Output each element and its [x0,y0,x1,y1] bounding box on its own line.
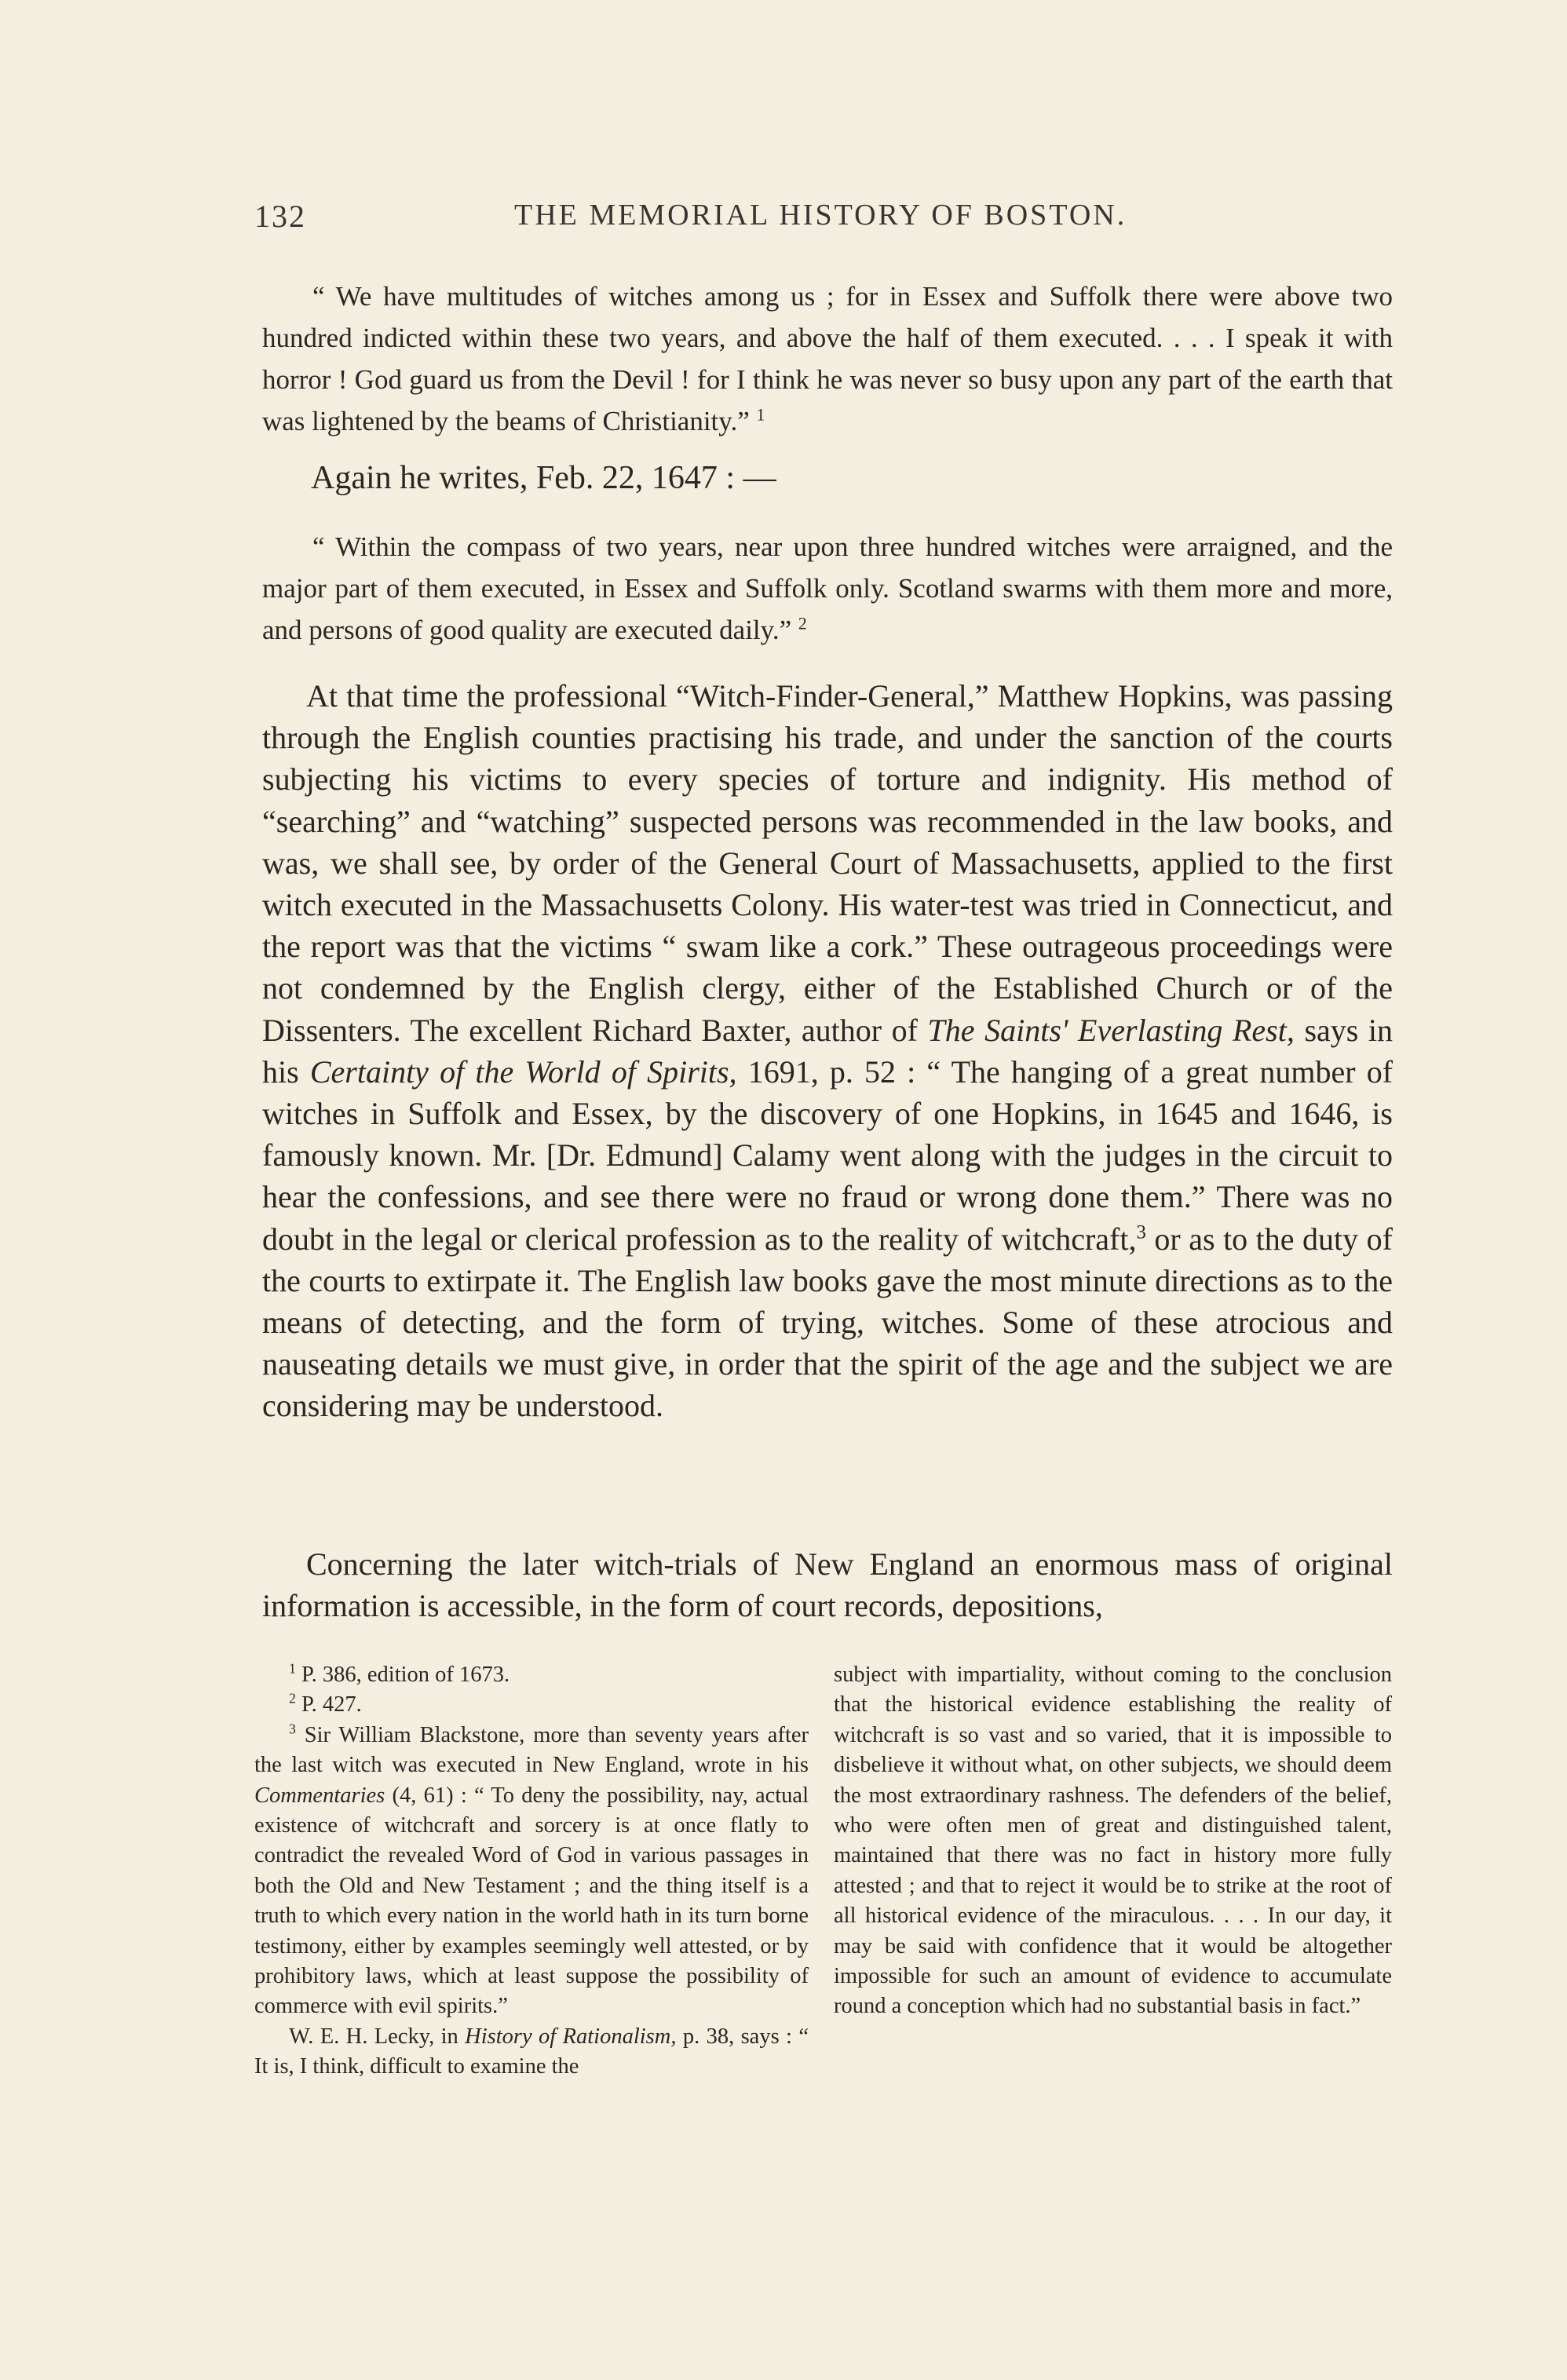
book-title: Commentaries [254,1783,385,1808]
page-number: 132 [254,199,306,234]
quote-block-2 [262,526,1393,651]
paragraph: Concerning the later witch-trials of New England an enormous mass of original information is accessible, in the form of court records, depositions, [262,1546,1393,1623]
body-paragraph-1 [262,675,1393,1427]
footnote-text: (4, 61) : “ To deny the possibility, nay, actual existence of witchcraft and sorcery is at once flatly to contradict the revealed Word of God in various passages in both the Old and New Testament ; and the thing itself is a truth to which every nation in the world hath in its turn borne testimony, either by examples seemingly well attested, or by prohibitory laws, which at least suppose the possibility of commerce with evil spirits.” [254,1783,809,2019]
quote-text: “ Within the compass of two years, near upon three hundred witches were arraigned, and the major part of them executed, in Essex and Suffolk only. Scotland swarms with them more and more, and persons of good quality are executed daily.” [262,531,1393,645]
quote-paragraph [262,276,1393,442]
footnote-text: P. 386, edition of 1673. [301,1663,510,1687]
footnote-text: Sir William Blackstone, more than seventy years after the last witch was executed in New England, wrote in his [254,1722,809,1778]
footnote-3 [254,1721,809,2022]
footnote-mark: 3 [289,1721,296,1737]
running-title: THE MEMORIAL HISTORY OF BOSTON. [514,199,1127,232]
footnote-1 [254,1660,809,1690]
quote-paragraph [262,526,1393,651]
footnote-ref: 2 [798,614,807,633]
footnote-text: P. 427. [301,1692,362,1717]
body-paragraph-2 [262,1543,1393,1626]
footnote-mark: 1 [289,1660,296,1677]
text-run: or as to the duty of the courts to extirpate it. The English law books gave the most minute directions as to the means of detecting, and the form of trying, witches. Some of these atrocious and nauseating details we must give, in order that the spirit of the age and the subject we are considering may be understood. [262,1221,1393,1424]
footnotes-left-column [254,1660,809,2082]
book-title: Certainty of the World of Spirits, [309,1053,737,1090]
book-title: History of Rationalism, [465,2024,677,2049]
footnotes-right-column [834,1660,1392,2022]
footnote-2 [254,1690,809,1720]
footnote-ref: 3 [1136,1221,1146,1243]
quote-block-1 [262,276,1393,442]
text-run: At that time the professional “Witch-Finder-General,” Matthew Hopkins, was passing through the English counties practising his trade, and under the sanction of the courts subjecting his victims to every species of torture and indignity. His method of “searching” and “watching” suspected persons was recommended in the law books, and was, we shall see, by order of the General Court of Massachusetts, applied to the first witch executed in the Massachusetts Colony. His water-test was tried in Connecticut, and the report was that the victims “ swam like a cork.” These outrageous proceedings were not condemned by the English clergy, either of the Established Church or of the Dissenters. The excellent Richard Baxter, author of [262,678,1393,1048]
footnote-3-continuation: subject with impartiality, without coming to the conclusion that the historical evidence establishing the reality of witchcraft is so vast and so varied, that it is impossible to disbelieve it without what, on other subjects, we should deem the most extraordinary rashness. The defenders of the belief, who were often men of great and distinguished talent, maintained that there was no fact in history more fully attested ; and that to reject it would be to strike at the root of all historical evidence of the miraculous. . . . In our day, it may be said with confidence that it would be altogether impossible for such an amount of evidence to accumulate round a conception which had no substantial basis in fact.” [834,1663,1392,2019]
footnote-ref: 1 [756,405,765,425]
footnote-text: p. 38, says : “ It is, I think, difficult to examine the [254,2024,809,2079]
paragraph [262,675,1393,1427]
text-run: 1691, p. 52 : “ The hanging of a great number of witches in Suffolk and Essex, by the discovery of one Hopkins, in 1645 and 1646, is famously known. Mr. [Dr. Edmund] Calamy went along with the judges in the circuit to hear the confessions, and see there were no fraud or wrong done them.” There was no doubt in the legal or clerical profession as to the reality of witchcraft, [262,1053,1393,1257]
footnote-mark: 2 [289,1690,296,1707]
quote-text: “ We have multitudes of witches among us ; for in Essex and Suffolk there were above two hundred indicted within these two years, and above the half of them executed. . . . I speak it with horror ! God guard us from the Devil ! for I think he was never so busy upon any part of the earth that was lightened by the beams of Christianity.” [262,281,1393,436]
footnote-3-continued [254,2022,809,2082]
transition-line: Again he writes, Feb. 22, 1647 : — [311,460,776,496]
book-title: The Saints' Everlasting Rest, [927,1012,1295,1048]
text-run: says in his [262,1012,1393,1090]
footnote-text: W. E. H. Lecky, in [289,2024,458,2049]
